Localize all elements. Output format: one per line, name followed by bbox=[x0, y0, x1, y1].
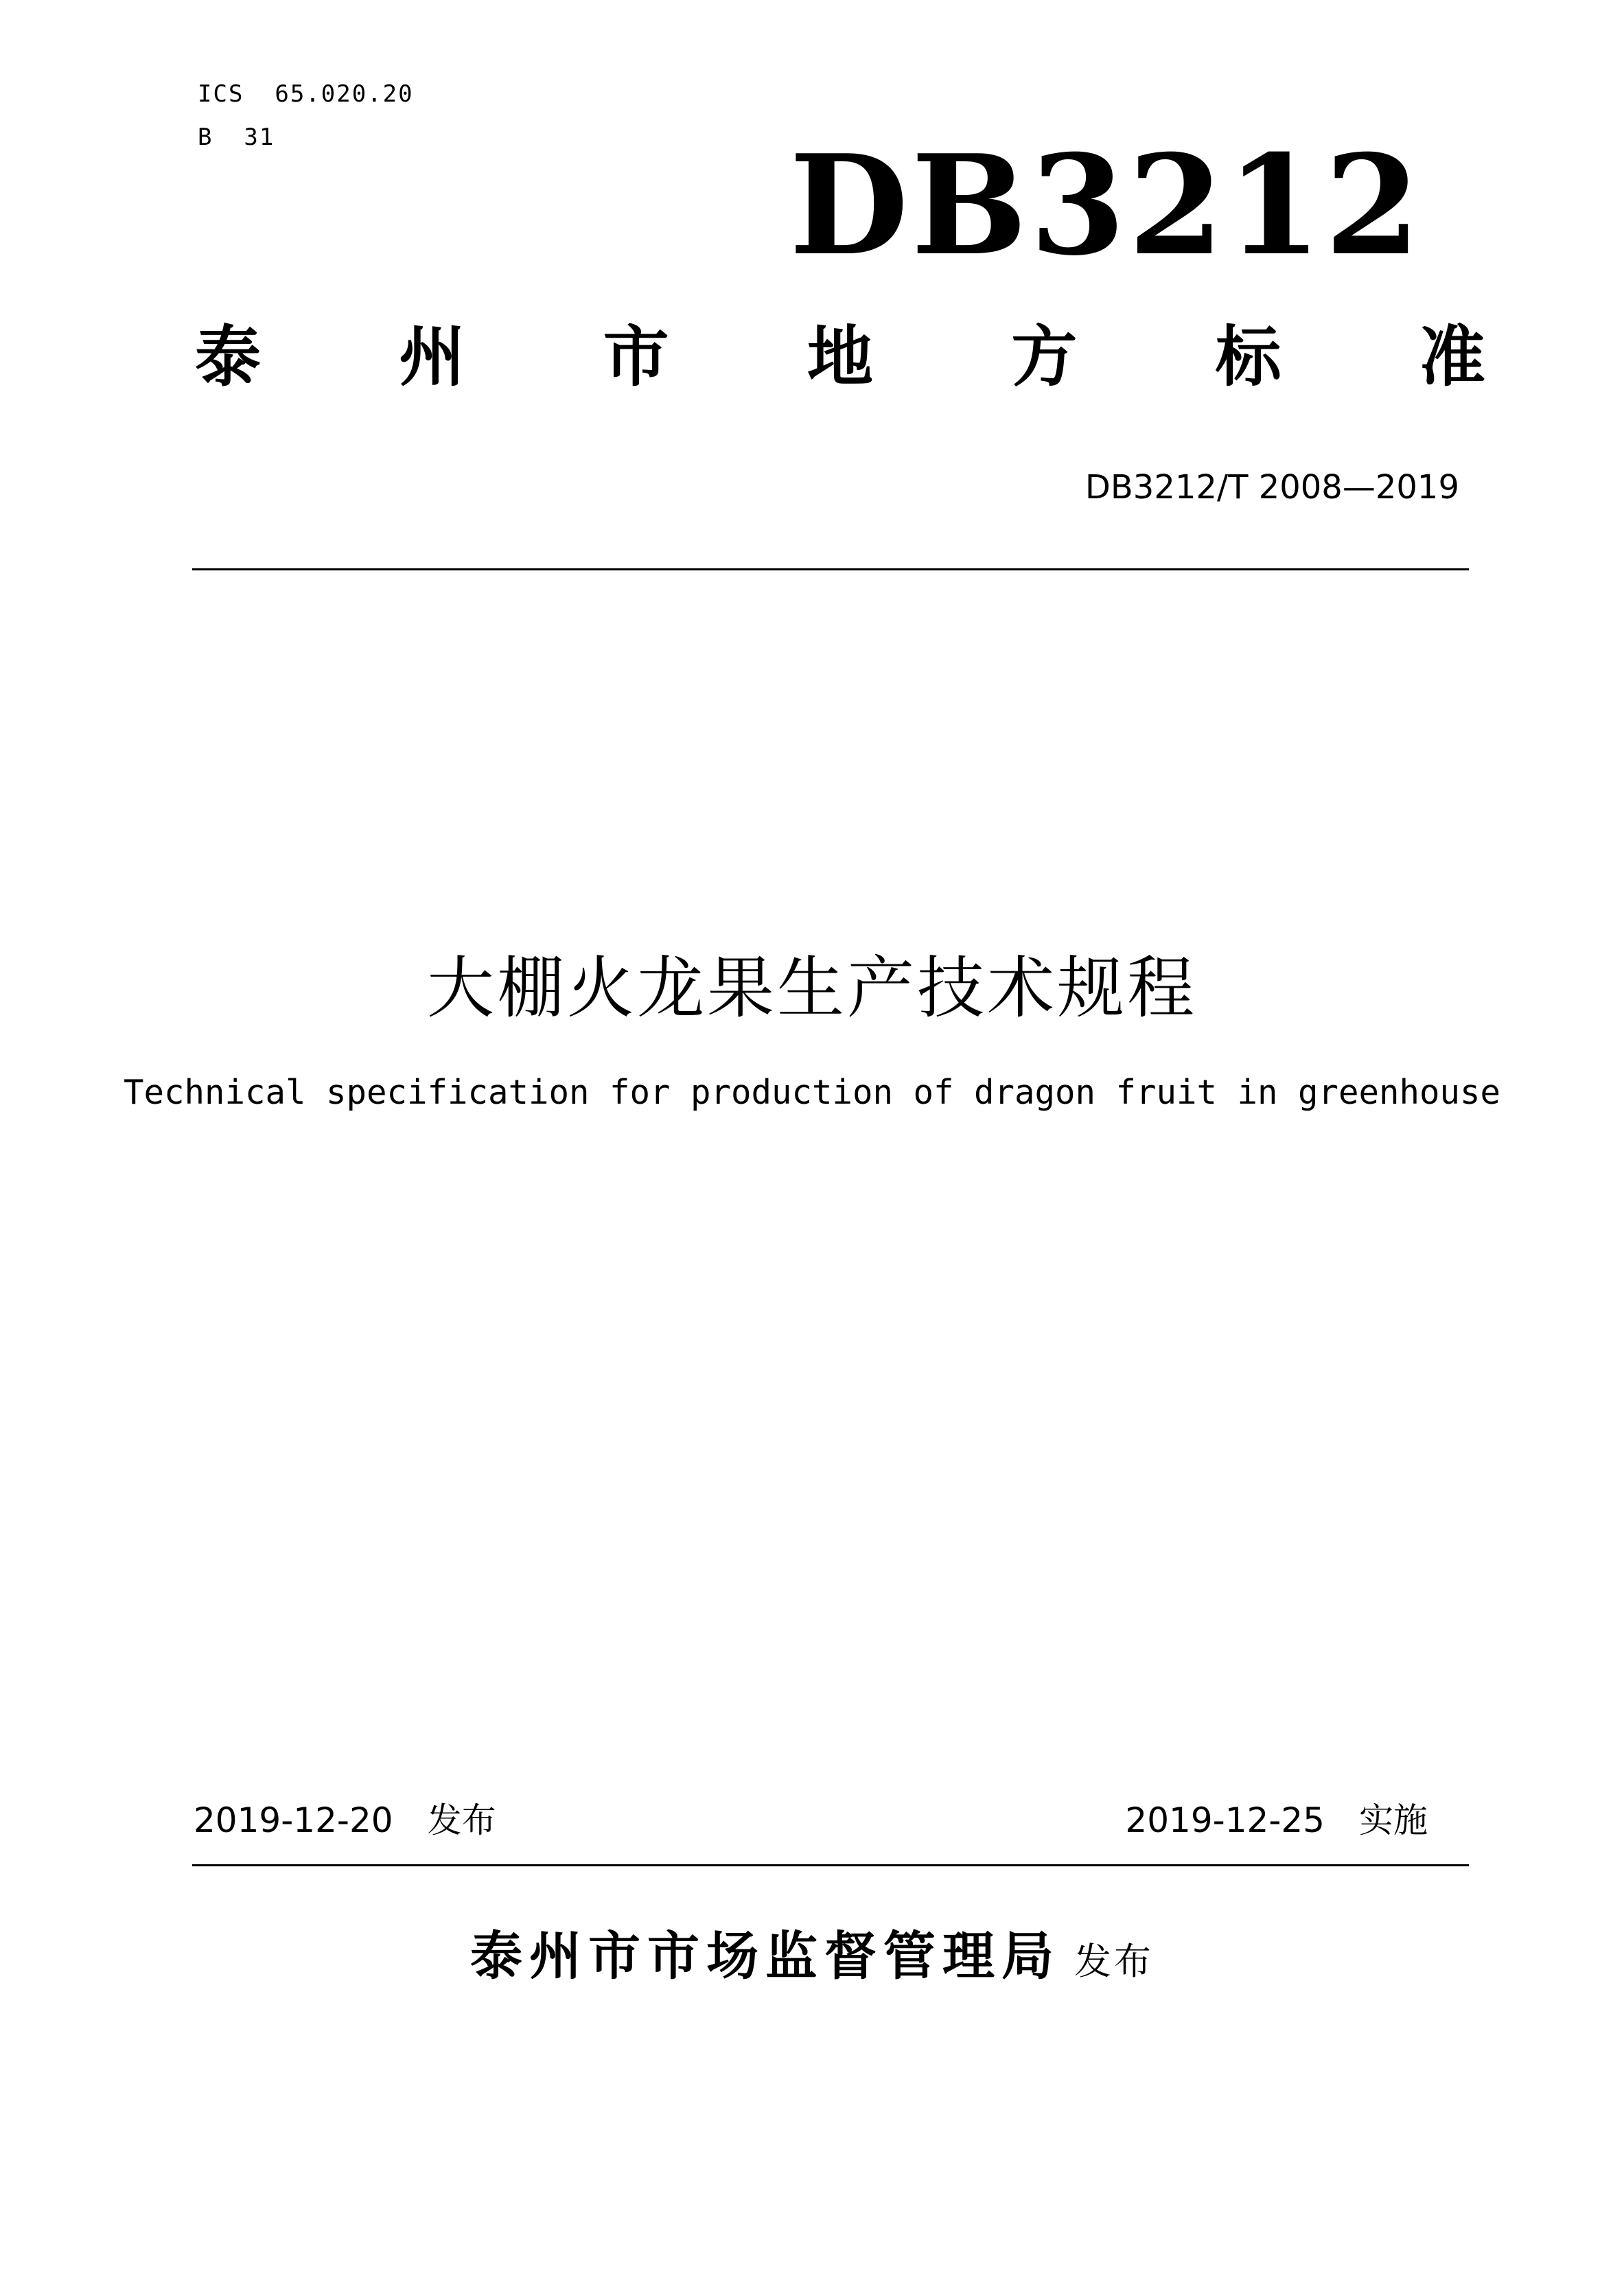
ccs-code: B 31 bbox=[198, 124, 275, 151]
ics-code: ICS 65.020.20 bbox=[198, 80, 414, 108]
standard-type-char: 地 bbox=[807, 318, 873, 395]
standard-type-char: 州 bbox=[399, 318, 465, 395]
standard-code: DB3212 bbox=[789, 125, 1424, 286]
standard-type-char: 泰 bbox=[195, 318, 261, 395]
publisher bbox=[0, 1922, 1624, 1991]
publisher-suffix: 发布 bbox=[1074, 1940, 1154, 1983]
top-divider bbox=[192, 568, 1469, 570]
standard-type bbox=[195, 316, 1485, 398]
issue-date: 2019-12-20 bbox=[194, 1800, 393, 1840]
issue-date-line bbox=[194, 1798, 496, 1842]
standard-type-char: 准 bbox=[1419, 318, 1485, 395]
title-chinese: 大棚火龙果生产技术规程 bbox=[426, 949, 1197, 1028]
standard-type-char: 方 bbox=[1011, 318, 1078, 395]
implement-label: 实施 bbox=[1359, 1800, 1428, 1840]
implement-date: 2019-12-25 bbox=[1125, 1800, 1325, 1840]
publisher-org: 泰州市市场监督管理局 bbox=[470, 1925, 1060, 1986]
standard-type-char: 标 bbox=[1215, 318, 1281, 395]
issue-label: 发布 bbox=[427, 1800, 496, 1840]
bottom-divider bbox=[192, 1864, 1469, 1866]
standard-number: DB3212/T 2008—2019 bbox=[1084, 468, 1459, 507]
standard-type-char: 市 bbox=[603, 318, 669, 395]
implement-date-line bbox=[1125, 1798, 1428, 1842]
title-english: Technical specification for production of dragon fruit in greenhouse bbox=[123, 1073, 1501, 1112]
